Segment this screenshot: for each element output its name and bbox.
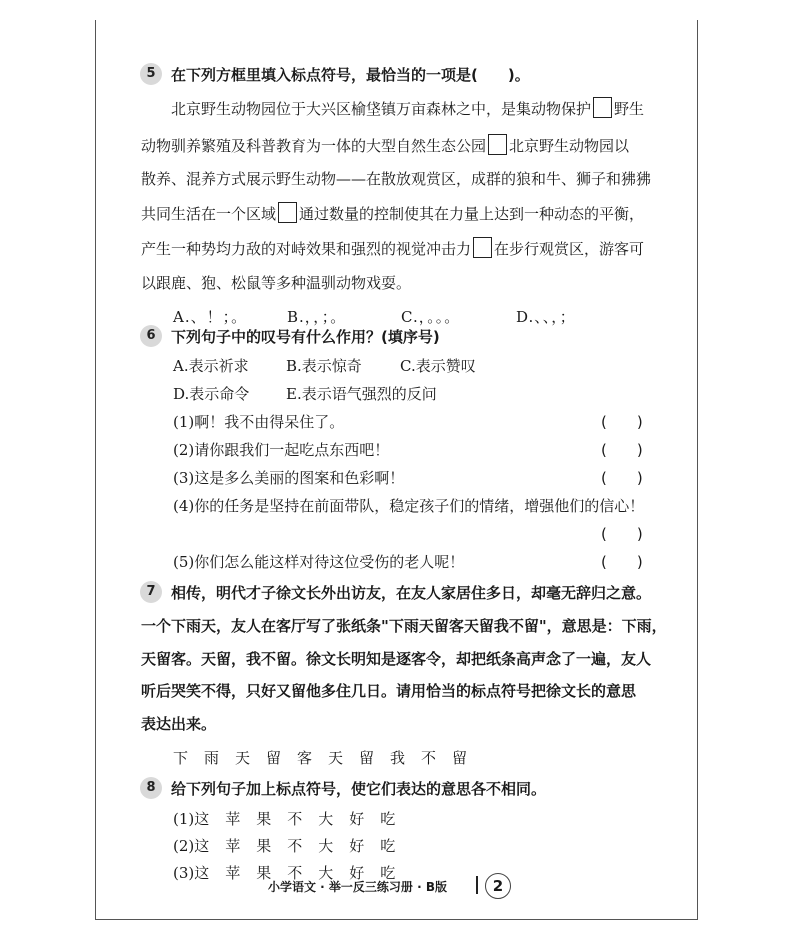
q5-line-3: 散养、混养方式展示野生动物——在散放观赏区，成群的狼和牛、狮子和狒狒 bbox=[141, 170, 652, 188]
q5-line-6: 以跟鹿、狍、松鼠等多种温驯动物戏耍。 bbox=[141, 274, 412, 292]
q7-line-3: 天留客。天留，我不留。徐文长明知是逐客令，却把纸条高声念了一遍，友人 bbox=[141, 650, 652, 668]
q8-item-label: (1) bbox=[173, 810, 195, 828]
q6-item-1: (1)啊！我不由得呆住了。 bbox=[173, 413, 345, 431]
answer-blank: ( ) bbox=[601, 553, 643, 571]
page-number: 2 bbox=[485, 873, 511, 899]
question-7-number: 7 bbox=[140, 581, 162, 603]
q7-line-5: 表达出来。 bbox=[141, 715, 217, 733]
q5-line-2 bbox=[141, 134, 629, 156]
footer-book-title: 小学语文 · 举一反三练习册 · B版 bbox=[268, 880, 447, 894]
q5-text: 北京野生动物园位于大兴区榆垡镇万亩森林之中，是集动物保护 bbox=[171, 100, 592, 118]
q5-option-c: C.，。。。 bbox=[401, 308, 461, 326]
q8-item-1 bbox=[173, 808, 411, 829]
punctuation-box bbox=[278, 202, 297, 223]
punctuation-box bbox=[473, 237, 492, 258]
q5-option-b: B.，，；。 bbox=[287, 308, 347, 326]
q8-item-2 bbox=[173, 835, 411, 856]
punctuation-box bbox=[593, 97, 612, 118]
q6-option-a: A.表示祈求 bbox=[173, 357, 249, 375]
answer-blank: ( ) bbox=[601, 525, 643, 543]
q5-text: 通过数量的控制使其在力量上达到一种动态的平衡， bbox=[299, 205, 645, 223]
answer-blank: ( ) bbox=[601, 441, 643, 459]
q6-option-d: D.表示命令 bbox=[173, 385, 250, 403]
punctuation-box bbox=[488, 134, 507, 155]
q7-line-2: 一个下雨天，友人在客厅写了张纸条"下雨天留客天留我不留"，意思是：下雨， bbox=[141, 617, 667, 635]
q6-item-4: (4)你的任务是坚持在前面带队，稳定孩子们的情绪，增强他们的信心！ bbox=[173, 497, 645, 515]
question-5-number: 5 bbox=[140, 63, 162, 85]
q5-text: 产生一种势均力敌的对峙效果和强烈的视觉冲击力 bbox=[141, 240, 472, 258]
q5-line-5 bbox=[141, 237, 644, 259]
answer-blank: ( ) bbox=[601, 413, 643, 431]
q7-sentence: 下雨天留客天留我不留 bbox=[173, 749, 484, 767]
q6-item-5: (5)你们怎么能这样对待这位受伤的老人呢！ bbox=[173, 553, 465, 571]
q8-item-label: (3) bbox=[173, 864, 195, 882]
q5-line-1 bbox=[171, 97, 644, 119]
question-5-title: 在下列方框里填入标点符号，最恰当的一项是( )。 bbox=[171, 66, 530, 84]
q5-text: 北京野生动物园以 bbox=[509, 137, 630, 155]
q8-item-text: 这苹果不大好吃 bbox=[194, 837, 412, 855]
question-6-number: 6 bbox=[140, 325, 162, 347]
q5-option-d: D.、、，； bbox=[516, 308, 576, 326]
q5-option-a: A.、！；。 bbox=[173, 308, 248, 326]
q5-line-4 bbox=[141, 202, 644, 224]
q5-text: 野生 bbox=[614, 100, 645, 118]
q6-option-c: C.表示赞叹 bbox=[400, 357, 476, 375]
q7-line-1: 相传，明代才子徐文长外出访友，在友人家居住多日，却毫无辞归之意。 bbox=[171, 584, 652, 602]
q5-text: 在步行观赏区，游客可 bbox=[494, 240, 645, 258]
question-8-number: 8 bbox=[140, 777, 162, 799]
question-8-title: 给下列句子加上标点符号，使它们表达的意思各不相同。 bbox=[171, 780, 547, 798]
q7-line-4: 听后哭笑不得，只好又留他多住几日。请用恰当的标点符号把徐文长的意思 bbox=[141, 682, 637, 700]
footer-divider bbox=[476, 876, 478, 894]
worksheet-page bbox=[95, 20, 698, 920]
q8-item-text: 这苹果不大好吃 bbox=[194, 864, 412, 882]
q6-option-b: B.表示惊奇 bbox=[286, 357, 362, 375]
answer-blank: ( ) bbox=[601, 469, 643, 487]
q6-item-3: (3)这是多么美丽的图案和色彩啊！ bbox=[173, 469, 405, 487]
question-6-title: 下列句子中的叹号有什么作用？(填序号) bbox=[171, 328, 440, 346]
q5-text: 共同生活在一个区域 bbox=[141, 205, 277, 223]
q8-item-text: 这苹果不大好吃 bbox=[194, 810, 412, 828]
q6-item-2: (2)请你跟我们一起吃点东西吧！ bbox=[173, 441, 390, 459]
q6-option-e: E.表示语气强烈的反问 bbox=[286, 385, 437, 403]
q5-text: 动物驯养繁殖及科普教育为一体的大型自然生态公园 bbox=[141, 137, 487, 155]
q8-item-label: (2) bbox=[173, 837, 195, 855]
